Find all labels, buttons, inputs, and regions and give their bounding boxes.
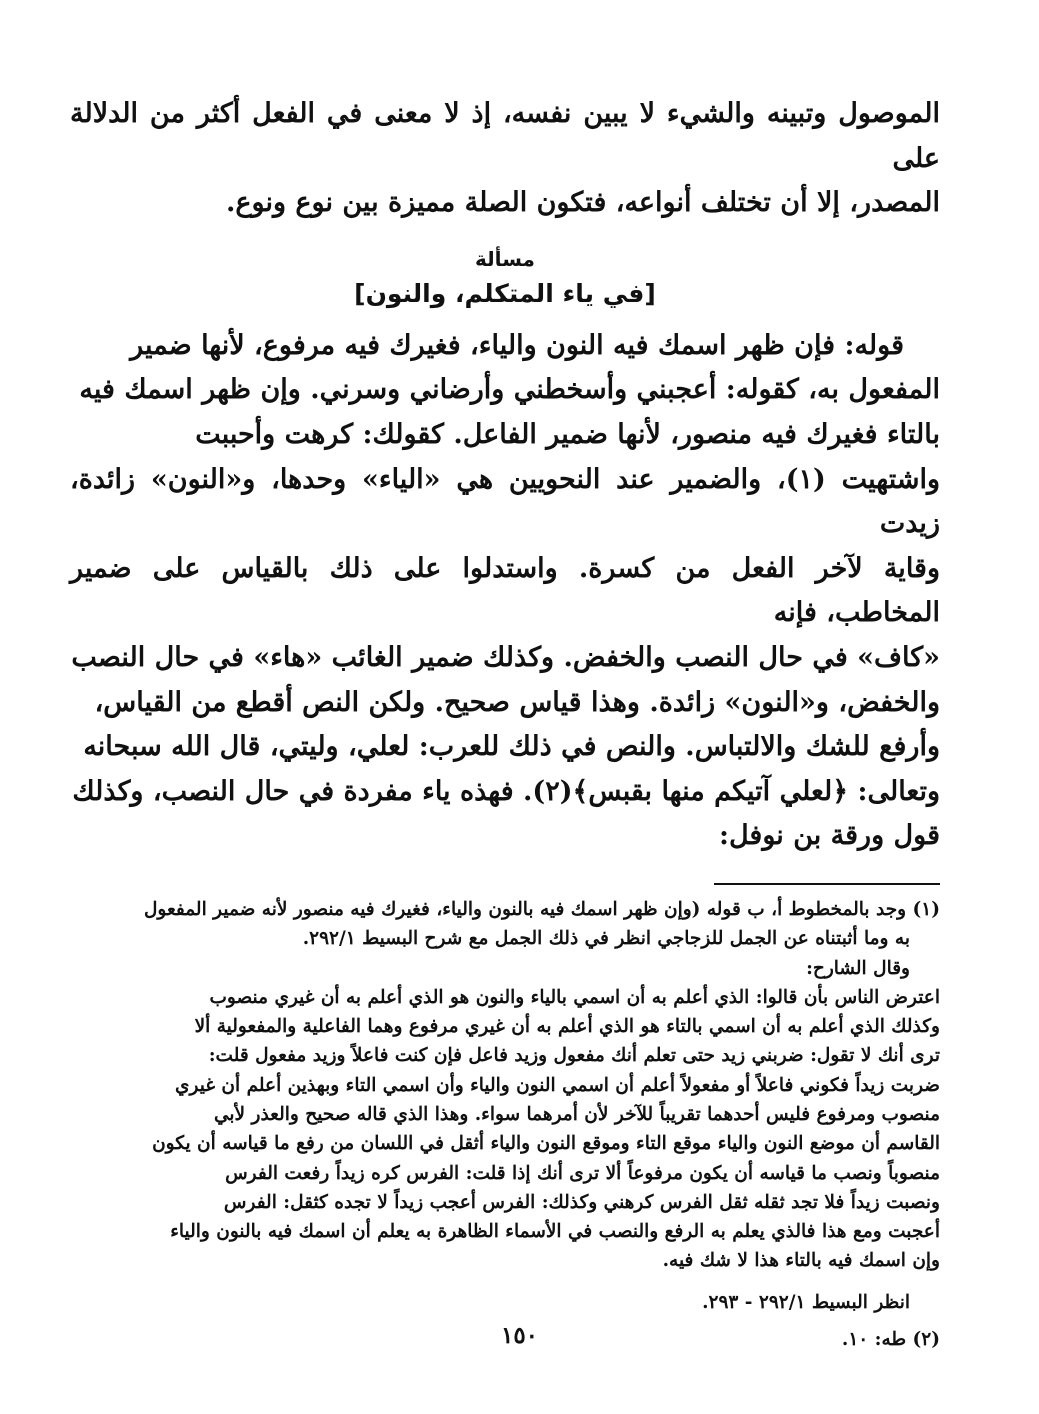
commentary-line: أعجبت ومع هذا فالذي يعلم به الرفع والنصب في الأسماء الظاهرة به يعلم أن اسمك فيه بالنون والياء	[170, 1221, 940, 1243]
footnotes	[70, 895, 940, 1354]
main-line: بالتاء فغيرك فيه منصور، لأنها ضمير الفاعل. كقولك: كرهت وأحببت	[195, 418, 940, 450]
page-number: ١٥٠	[500, 1322, 539, 1349]
main-line: قول ورقة بن نوفل:	[719, 820, 940, 852]
main-line: «كاف» في حال النصب والخفض. وكذلك ضمير الغائب «هاء» في حال النصب	[71, 641, 940, 673]
footnote-1-line: به وما أثبتناه عن الجمل للزجاجي انظر في ذلك الجمل مع شرح البسيط ٢٩٢/١.	[302, 928, 910, 950]
page	[70, 92, 940, 1354]
commentary-line: القاسم أن موضع النون والياء موقع التاء وموقع النون والياء أثقل في اللسان من رفع ما قياسه أن يكون	[152, 1133, 940, 1155]
main-line: وقاية لآخر الفعل من كسرة. واستدلوا على ذلك بالقياس على ضمير المخاطب، فإنه	[70, 552, 940, 629]
commentary-line: منصوب ومرفوع فليس أحدهما تقريباً للآخر لأن أمرهما سواء. وهذا الذي قاله صحيح والعذر لأبي	[213, 1103, 940, 1125]
commentary-line: منصوباً ونصب ما قياسه أن يكون مرفوعاً ألا ترى أنك إذا قلت: الفرس كره زيداً رفعت الفرس	[225, 1162, 940, 1184]
footnote-source: انظر البسيط ٢٩٢/١ - ٢٩٣.	[702, 1291, 910, 1313]
heading-subtitle: [في ياء المتكلم، والنون]	[354, 278, 656, 308]
intro-line: الموصول وتبينه والشيء لا يبين نفسه، إذ لا معنى في الفعل أكثر من الدلالة على	[70, 98, 940, 174]
main-line: وتعالى: ﴿لعلي آتيكم منها بقبس﴾(٢). فهذه ياء مفردة في حال النصب، وكذلك	[72, 775, 940, 807]
footnote-divider	[714, 883, 940, 885]
main-line: قوله: فإن ظهر اسمك فيه النون والياء، فغيرك فيه مرفوع، لأنها ضمير	[130, 329, 904, 361]
commentary-line: ونصبت زيداً فلا تجد ثقله ثقل الفرس كرهني وكذلك: الفرس أعجب زيداً لا تجده كثقل: الفرس	[223, 1191, 940, 1213]
commentary-line: ترى أنك لا تقول: ضربني زيد حتى تعلم أنك مفعول وزيد فاعل فإن كنت فاعلاً وزيد مفعول قلت:	[208, 1045, 940, 1067]
commentary-line: ضربت زيداً فكوني فاعلاً أو مفعولاً أعلم أن اسمي النون والياء وأن اسمي التاء وبهذين أعلم أن غيري	[175, 1074, 940, 1096]
intro-line: المصدر، إلا أن تختلف أنواعه، فتكون الصلة مميزة بين نوع ونوع.	[225, 187, 940, 219]
heading-title: مسألة	[475, 246, 535, 271]
main-paragraph	[70, 324, 940, 859]
footnote-1-line: وقال الشارح:	[806, 957, 910, 979]
main-line: المفعول به، كقوله: أعجبني وأسخطني وأرضاني وسرني. وإن ظهر اسمك فيه	[79, 374, 940, 406]
commentary-line: وكذلك الذي أعلم به أن اسمي بالتاء هو الذي أعلم به أن غيري مرفوع وهما الفاعلية والمفعولية ألا	[194, 1016, 940, 1038]
section-heading	[70, 244, 940, 314]
main-line: وأرفع للشك والالتباس. والنص في ذلك للعرب: لعلي، وليتي، قال الله سبحانه	[83, 731, 940, 763]
intro-paragraph	[70, 92, 940, 226]
commentary-line: اعترض الناس بأن قالوا: الذي أعلم به أن اسمي بالياء والنون هو الذي أعلم به أن غيري منصوب	[209, 986, 940, 1008]
footnote-1-line: (١) وجد بالمخطوط أ، ب قوله (وإن ظهر اسمك فيه بالنون والياء، فغيرك فيه منصور لأنه ضمير المفعول	[143, 898, 940, 920]
main-line: والخفض، و«النون» زائدة. وهذا قياس صحيح. ولكن النص أقطع من القياس،	[94, 686, 940, 718]
main-line: واشتهيت (١)، والضمير عند النحويين هي «الياء» وحدها، و«النون» زائدة، زيدت	[70, 463, 941, 540]
commentary-line: وإن اسمك فيه بالتاء هذا لا شك فيه.	[662, 1250, 940, 1272]
footnote-2: (٢) طه: ١٠.	[841, 1329, 940, 1351]
